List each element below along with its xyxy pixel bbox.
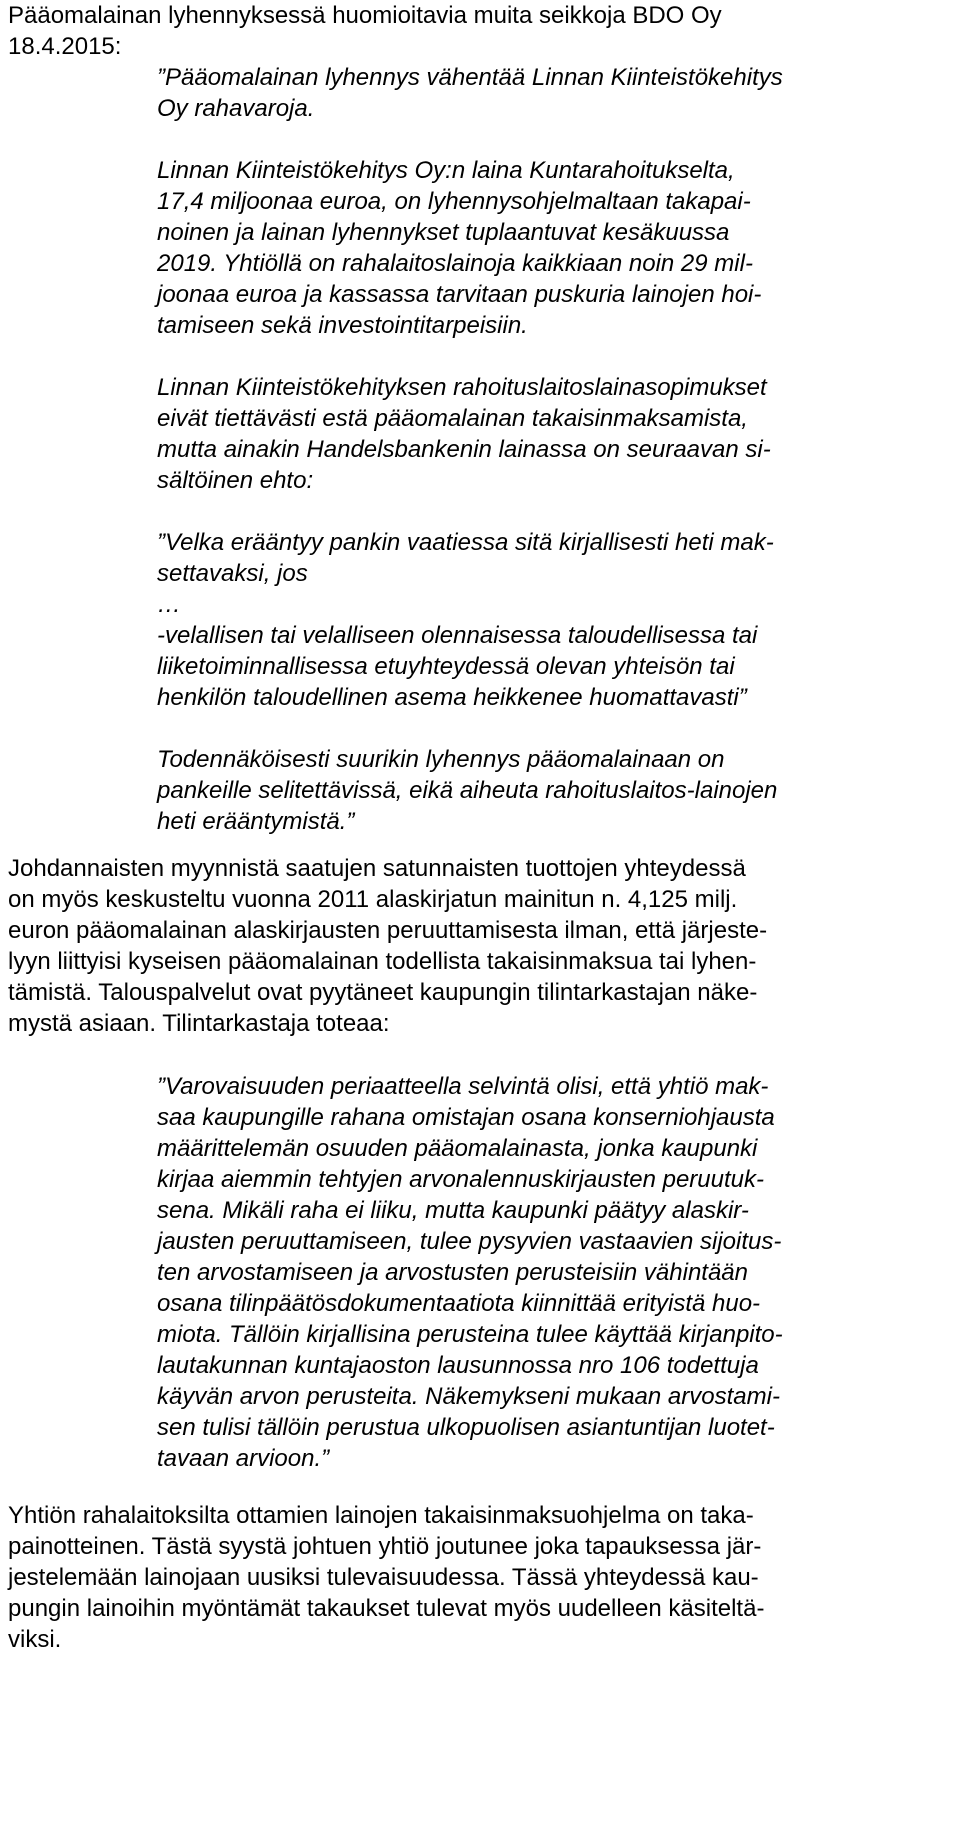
bdo-quote-line: henkilön taloudellinen asema heikkenee huomattavasti”	[157, 684, 747, 711]
bdo-quote-line: …	[157, 591, 181, 618]
auditor-quote-line: käyvän arvon perusteita. Näkemykseni mukaan arvostami-	[157, 1383, 780, 1410]
auditor-quote-line: määrittelemän osuuden pääomalainasta, jonka kaupunki	[157, 1135, 758, 1162]
auditor-quote-line: sena. Mikäli raha ei liiku, mutta kaupunki päätyy alaskir-	[157, 1197, 749, 1224]
bdo-quote-line: ”Pääomalainan lyhennys vähentää Linnan Kiinteistökehitys	[157, 64, 783, 91]
bdo-quote-line: ”Velka erääntyy pankin vaatiessa sitä kirjallisesti heti mak-	[157, 529, 774, 556]
conclusion-line: pungin lainoihin myöntämät takaukset tulevat myös uudelleen käsiteltä-	[8, 1595, 765, 1622]
bdo-quote-line: noinen ja lainan lyhennykset tuplaantuvat kesäkuussa	[157, 219, 730, 246]
derivatives-line: on myös keskusteltu vuonna 2011 alaskirjatun mainitun n. 4,125 milj.	[8, 886, 738, 913]
auditor-quote-line: ten arvostamiseen ja arvostusten perusteisiin vähintään	[157, 1259, 748, 1286]
conclusion-line: viksi.	[8, 1626, 62, 1653]
bdo-quote-line: pankeille selitettävissä, eikä aiheuta rahoituslaitos-lainojen	[157, 777, 778, 804]
auditor-quote-line: miota. Tällöin kirjallisina perusteina tulee käyttää kirjanpito-	[157, 1321, 783, 1348]
auditor-quote-line: saa kaupungille rahana omistajan osana konserniohjausta	[157, 1104, 775, 1131]
bdo-quote-line: -velallisen tai velalliseen olennaisessa taloudellisessa tai	[157, 622, 758, 649]
auditor-quote-line: lautakunnan kuntajaoston lausunnossa nro 106 todettuja	[157, 1352, 759, 1379]
bdo-quote-line: Oy rahavaroja.	[157, 95, 315, 122]
bdo-quote-line: 2019. Yhtiöllä on rahalaitoslainoja kaikkiaan noin 29 mil-	[157, 250, 753, 277]
bdo-quote-line: Linnan Kiinteistökehitys Oy:n laina Kuntarahoitukselta,	[157, 157, 735, 184]
bdo-quote-line: mutta ainakin Handelsbankenin lainassa on seuraavan si-	[157, 436, 771, 463]
bdo-quote-line: liiketoiminnallisessa etuyhteydessä olevan yhteisön tai	[157, 653, 735, 680]
bdo-quote-line: eivät tiettävästi estä pääomalainan takaisinmaksamista,	[157, 405, 748, 432]
auditor-quote-line: kirjaa aiemmin tehtyjen arvonalennuskirjausten peruutuk-	[157, 1166, 764, 1193]
auditor-quote-line: osana tilinpäätösdokumentaatiota kiinnittää erityistä huo-	[157, 1290, 761, 1317]
intro-line: Pääomalainan lyhennyksessä huomioitavia muita seikkoja BDO Oy	[8, 2, 722, 29]
conclusion-line: painotteinen. Tästä syystä johtuen yhtiö joutunee joka tapauksessa jär-	[8, 1533, 762, 1560]
bdo-quote-line: joonaa euroa ja kassassa tarvitaan puskuria lainojen hoi-	[157, 281, 762, 308]
intro-line: 18.4.2015:	[8, 33, 122, 60]
auditor-quote-line: tavaan arvioon.”	[157, 1445, 330, 1472]
conclusion-line: Yhtiön rahalaitoksilta ottamien lainojen takaisinmaksuohjelma on taka-	[8, 1502, 754, 1529]
bdo-quote-line: settavaksi, jos	[157, 560, 308, 587]
derivatives-line: tämistä. Talouspalvelut ovat pyytäneet kaupungin tilintarkastajan näke-	[8, 979, 758, 1006]
derivatives-line: mystä asiaan. Tilintarkastaja toteaa:	[8, 1010, 390, 1037]
auditor-quote-line: ”Varovaisuuden periaatteella selvintä olisi, että yhtiö mak-	[157, 1073, 769, 1100]
bdo-quote-line: heti erääntymistä.”	[157, 808, 355, 835]
bdo-quote-line: Todennäköisesti suurikin lyhennys pääomalainaan on	[157, 746, 725, 773]
derivatives-line: euron pääomalainan alaskirjausten peruuttamisesta ilman, että järjeste-	[8, 917, 768, 944]
conclusion-line: jestelemään lainojaan uusiksi tulevaisuudessa. Tässä yhteydessä kau-	[8, 1564, 759, 1591]
bdo-quote-line: Linnan Kiinteistökehityksen rahoituslaitoslainasopimukset	[157, 374, 767, 401]
derivatives-line: Johdannaisten myynnistä saatujen satunnaisten tuottojen yhteydessä	[8, 855, 746, 882]
auditor-quote-line: jausten peruuttamiseen, tulee pysyvien vastaavien sijoitus-	[157, 1228, 782, 1255]
auditor-quote-line: sen tulisi tällöin perustua ulkopuolisen asiantuntijan luotet-	[157, 1414, 775, 1441]
bdo-quote-line: sältöinen ehto:	[157, 467, 314, 494]
bdo-quote-line: tamiseen sekä investointitarpeisiin.	[157, 312, 528, 339]
bdo-quote-line: 17,4 miljoonaa euroa, on lyhennysohjelmaltaan takapai-	[157, 188, 751, 215]
derivatives-line: lyyn liittyisi kyseisen pääomalainan todellista takaisinmaksua tai lyhen-	[8, 948, 757, 975]
